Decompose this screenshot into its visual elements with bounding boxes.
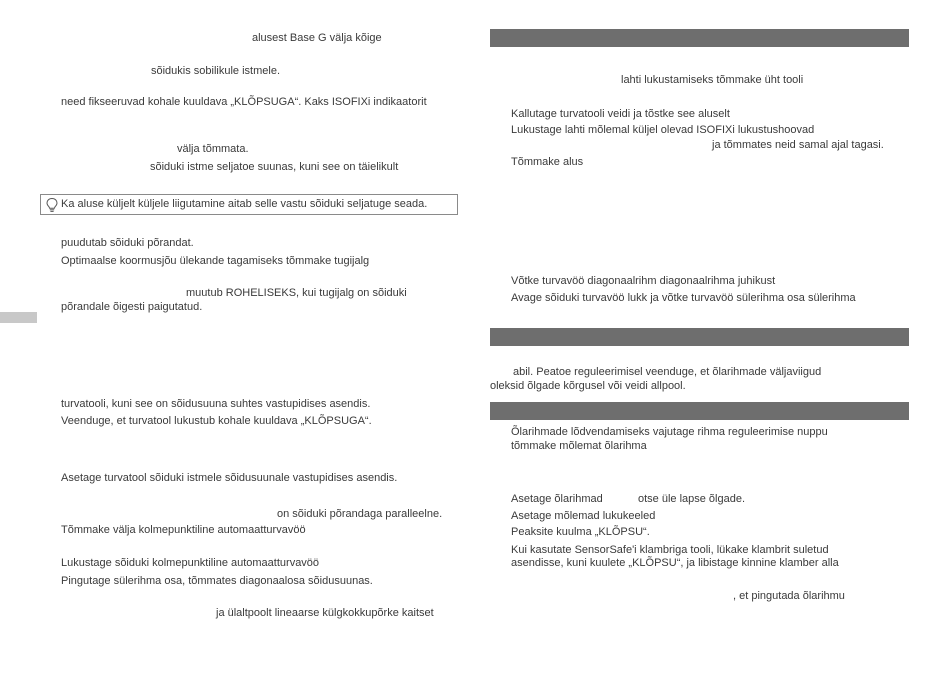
left-text-2: sõidukis sobilikule istmele. (151, 65, 280, 77)
tip-box (40, 194, 458, 215)
left-text-17: ja ülaltpoolt lineaarse külgkokkupõrke kaitset (216, 607, 434, 619)
left-text-15: Lukustage sõiduki kolmepunktiline automaatturvavöö (61, 557, 320, 569)
left-text-6: puudutab sõiduki põrandat. (61, 237, 194, 249)
left-text-12: Asetage turvatool sõiduki istmele sõidusuunale vastupidises asendis. (61, 472, 398, 484)
right-text-12a: Asetage õlarihmad (511, 493, 603, 505)
right-text-7: Avage sõiduki turvavöö lukk ja võtke turvavöö sülerihma osa sülerihma (511, 292, 856, 304)
section-header-bar-2 (490, 328, 909, 346)
side-tab (0, 312, 37, 323)
left-text-11: Veenduge, et turvatool lukustub kohale kuuldava „KLÕPSUGA“. (61, 415, 372, 427)
right-text-9: oleksid õlgade kõrgusel või veidi allpool. (490, 380, 686, 392)
right-text-6: Võtke turvavöö diagonaalrihm diagonaalrihma juhikust (511, 275, 776, 287)
right-text-11: tõmmake mõlemat õlarihma (511, 440, 647, 452)
tip-text: Ka aluse küljelt küljele liigutamine aitab selle vastu sõiduki seljatuge seada. (61, 198, 428, 210)
section-header-bar-1 (490, 29, 909, 47)
right-text-16: asendisse, kuni kuulete „KLÕPSU“, ja libistage kinnine klamber alla (511, 557, 839, 569)
left-text-16: Pingutage sülerihma osa, tõmmates diagonaalosa sõidusuunas. (61, 575, 373, 587)
left-text-3: need fikseeruvad kohale kuuldava „KLÕPSUGA“. Kaks ISOFIXi indikaatorit (61, 96, 427, 108)
right-text-14: Peaksite kuulma „KLÕPSU“. (511, 526, 650, 538)
right-text-17: , et pingutada õlarihmu (733, 590, 845, 602)
right-text-8: abil. Peatoe reguleerimisel veenduge, et õlarihmade väljaviigud (513, 366, 822, 378)
right-text-15: Kui kasutate SensorSafe'i klambriga tooli, lükake klambrit suletud (511, 544, 829, 556)
right-text-1: lahti lukustamiseks tõmmake üht tooli (621, 74, 804, 86)
left-text-14: Tõmmake välja kolmepunktiline automaatturvavöö (61, 524, 306, 536)
right-text-12b: otse üle lapse õlgade. (638, 493, 746, 505)
left-text-13: on sõiduki põrandaga paralleelne. (277, 508, 443, 520)
left-text-7: Optimaalse koormusjõu ülekande tagamiseks tõmmake tugijalg (61, 255, 370, 267)
right-text-4: ja tõmmates neid samal ajal tagasi. (712, 139, 884, 151)
left-text-10: turvatooli, kuni see on sõidusuuna suhtes vastupidises asendis. (61, 398, 371, 410)
right-text-2: Kallutage turvatooli veidi ja tõstke see aluselt (511, 108, 730, 120)
right-text-13: Asetage mõlemad lukukeeled (511, 510, 656, 522)
left-text-9: põrandale õigesti paigutatud. (61, 301, 203, 313)
left-text-4: välja tõmmata. (177, 143, 249, 155)
left-text-5: sõiduki istme seljatoe suunas, kuni see on täielikult (150, 161, 399, 173)
lightbulb-icon (45, 197, 59, 213)
right-text-10: Õlarihmade lõdvendamiseks vajutage rihma reguleerimise nuppu (511, 426, 828, 438)
section-header-bar-3 (490, 402, 909, 420)
right-text-3: Lukustage lahti mõlemal küljel olevad ISOFIXi lukustushoovad (511, 124, 815, 136)
left-text-1: alusest Base G välja kõige (252, 32, 382, 44)
right-text-5: Tõmmake alus (511, 156, 584, 168)
left-text-8: muutub ROHELISEKS, kui tugijalg on sõiduki (186, 287, 407, 299)
